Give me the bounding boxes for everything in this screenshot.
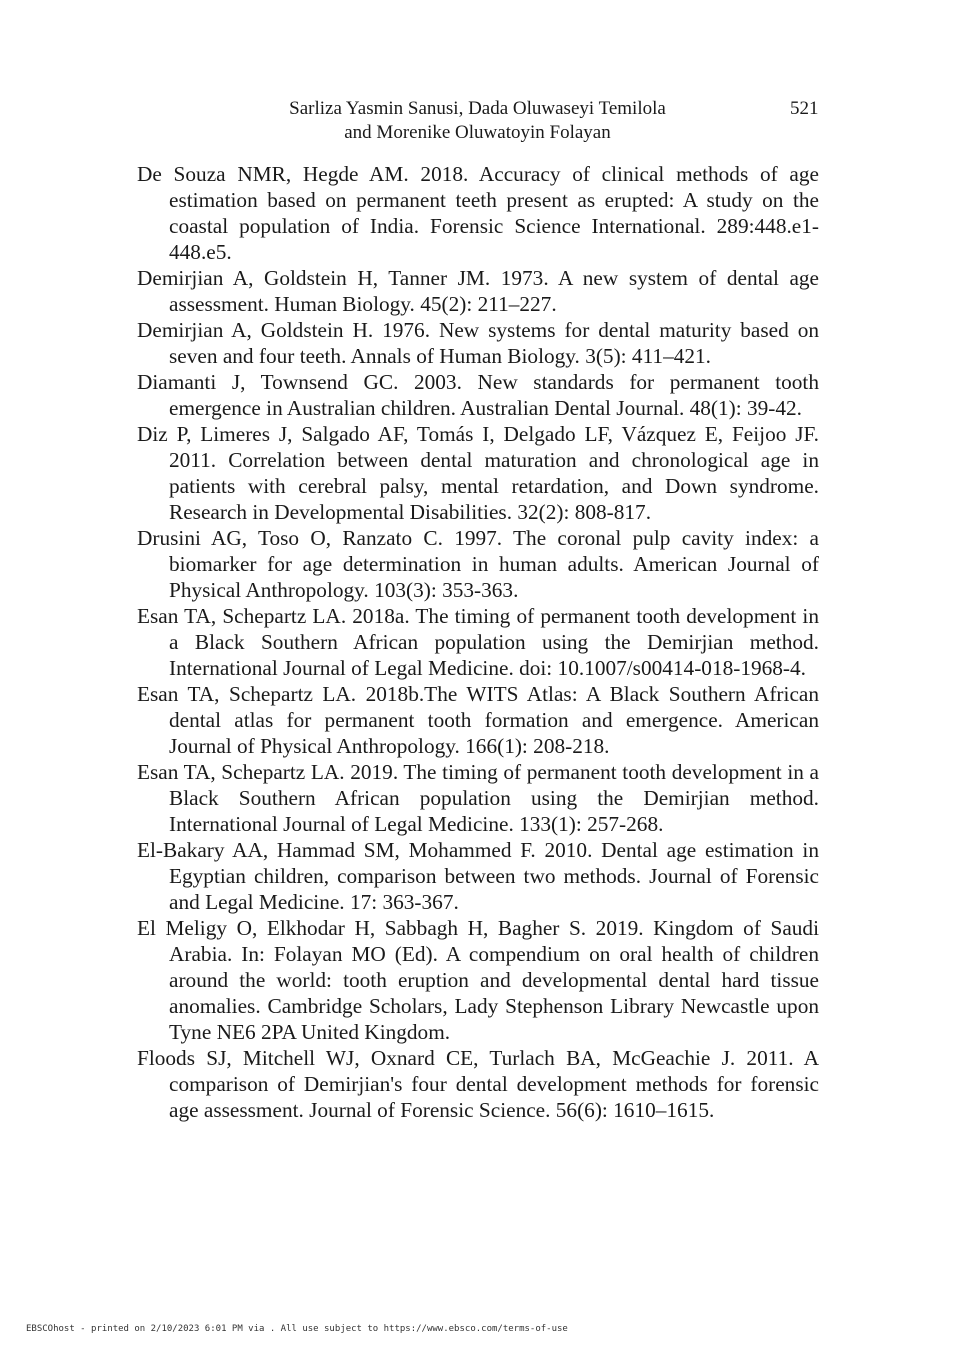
reference-entry: El-Bakary AA, Hammad SM, Mohammed F. 2010. Dental age estimation in Egyptian children, comparison between two methods. Journal of Forensic and Legal Medicine. 17: 363-367. — [137, 838, 819, 914]
reference-entry: Diz P, Limeres J, Salgado AF, Tomás I, Delgado LF, Vázquez E, Feijoo JF. 2011. Correlation between dental maturation and chronological age in patients with cerebral palsy, mental retardation, and Down syndrome. Research in Developmental Disabilities. 32(2): 808-817. — [137, 422, 819, 524]
reference-entry: Diamanti J, Townsend GC. 2003. New standards for permanent tooth emergence in Australian children. Australian Dental Journal. 48(1): 39-42. — [137, 370, 819, 420]
page-number: 521 — [790, 98, 819, 119]
ebsco-footer: EBSCOhost - printed on 2/10/2023 6:01 PM via . All use subject to https://www.ebsco.com/terms-of-use — [26, 1324, 568, 1334]
reference-entry: De Souza NMR, Hegde AM. 2018. Accuracy of clinical methods of age estimation based on permanent teeth present as erupted: A study on the coastal population of India. Forensic Science International. 289:448.e1-448.e5. — [137, 162, 819, 264]
reference-entry: El Meligy O, Elkhodar H, Sabbagh H, Bagher S. 2019. Kingdom of Saudi Arabia. In: Folayan MO (Ed). A compendium on oral health of children around the world: tooth eruption and developmental dental hard tissue anomalies. Cambridge Scholars, Lady Stephenson Library Newcastle upon Tyne NE6 2PA United Kingdom. — [137, 916, 819, 1044]
reference-entry: Floods SJ, Mitchell WJ, Oxnard CE, Turlach BA, McGeachie J. 2011. A comparison of Demirjian's four dental development methods for forensic age assessment. Journal of Forensic Science. 56(6): 1610–1615. — [137, 1046, 819, 1122]
running-head-authors-line1: Sarliza Yasmin Sanusi, Dada Oluwaseyi Temilola — [289, 98, 666, 119]
reference-entry: Esan TA, Schepartz LA. 2018a. The timing of permanent tooth development in a Black Southern African population using the Demirjian method. International Journal of Legal Medicine. doi: 10.1007/s00414-018-1968-4. — [137, 604, 819, 680]
running-head-authors-line2: and Morenike Oluwatoyin Folayan — [344, 122, 611, 143]
reference-entry: Drusini AG, Toso O, Ranzato C. 1997. The coronal pulp cavity index: a biomarker for age determination in human adults. American Journal of Physical Anthropology. 103(3): 353-363. — [137, 526, 819, 602]
running-head — [0, 97, 955, 147]
reference-entry: Demirjian A, Goldstein H. 1976. New systems for dental maturity based on seven and four teeth. Annals of Human Biology. 3(5): 411–421. — [137, 318, 819, 368]
reference-list — [137, 161, 819, 1123]
reference-entry: Esan TA, Schepartz LA. 2018b.The WITS Atlas: A Black Southern African dental atlas for permanent tooth formation and emergence. American Journal of Physical Anthropology. 166(1): 208-218. — [137, 682, 819, 758]
reference-entry: Esan TA, Schepartz LA. 2019. The timing of permanent tooth development in a Black Southern African population using the Demirjian method. International Journal of Legal Medicine. 133(1): 257-268. — [137, 760, 819, 836]
reference-entry: Demirjian A, Goldstein H, Tanner JM. 1973. A new system of dental age assessment. Human Biology. 45(2): 211–227. — [137, 266, 819, 316]
